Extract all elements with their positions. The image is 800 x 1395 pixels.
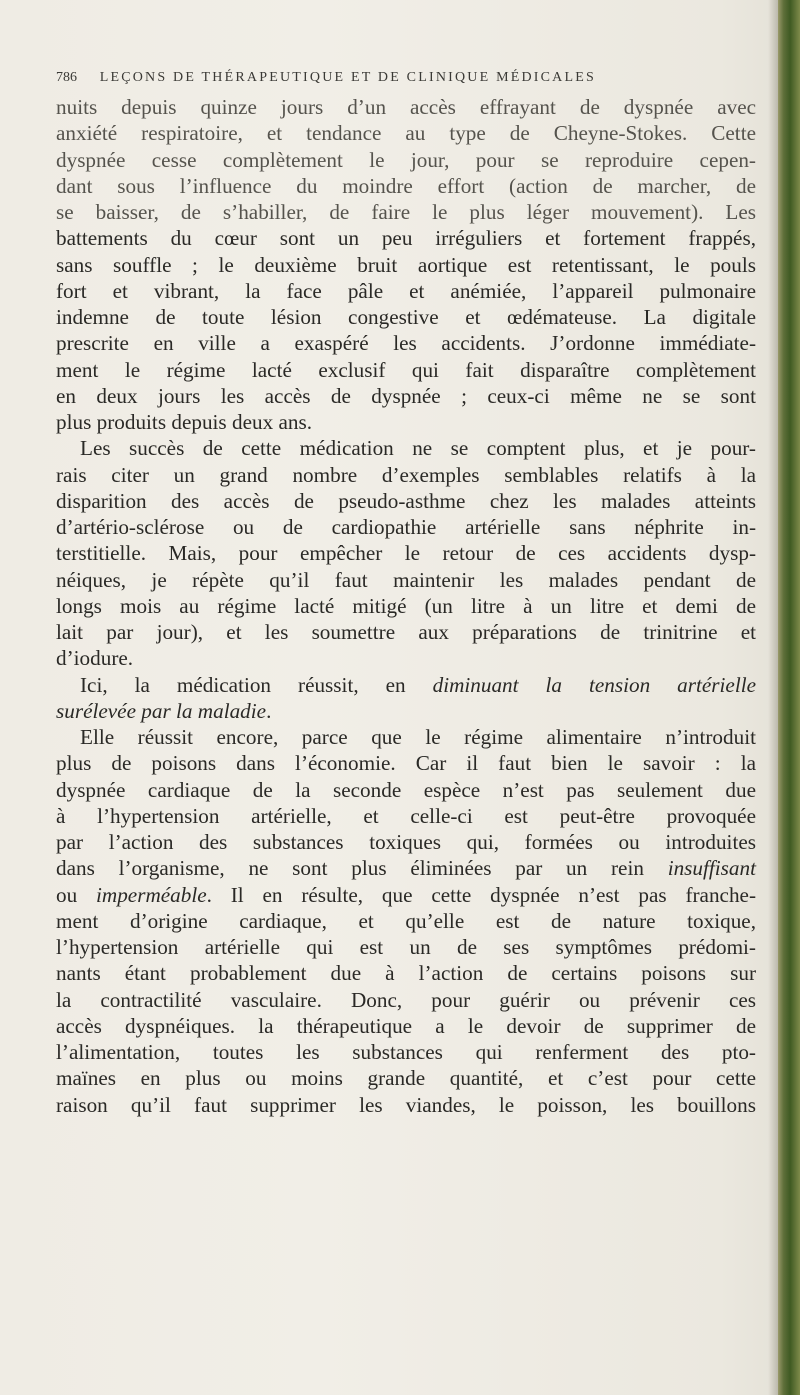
text-line: terstitielle. Mais, pour empêcher le retour de ces accidents dysp- (56, 541, 756, 566)
italic-span: surélevée par la maladie (56, 698, 267, 723)
text-line: accès dyspnéiques. la thérapeutique a le devoir de supprimer de (56, 1013, 756, 1038)
text-line: dyspnée cesse complètement le jour, pour se reproduire cepen- (56, 147, 756, 172)
text-line: nants étant probablement due à l’action de certains poisons sur (56, 961, 756, 986)
text-span: . (266, 698, 272, 723)
text-span: . Il en résulte, que cette dyspnée n’est pas franche- (206, 882, 757, 907)
text-line: disparition des accès de pseudo-asthme chez les malades atteints (56, 488, 756, 513)
text-line: l’alimentation, toutes les substances qui renferment des pto- (56, 1040, 756, 1064)
paragraph-block-1 (56, 94, 756, 672)
text-line (56, 698, 756, 724)
text-line: plus de poisons dans l’économie. Car il faut bien le savoir : la (56, 751, 756, 776)
text-line: longs mois au régime lacté mitigé (un litre à un litre et demi de (56, 593, 756, 618)
italic-span: imperméable (96, 882, 207, 907)
text-line: l’hypertension artérielle qui est un de ses symptômes prédomi- (56, 935, 756, 959)
italic-span: diminuant la tension artérielle (432, 672, 756, 697)
book-binding-edge (778, 0, 800, 1395)
running-head-title: LEÇONS DE THÉRAPEUTIQUE ET DE CLINIQUE MÉDICALES (99, 70, 596, 85)
text-line: indemne de toute lésion congestive et œdémateuse. La digitale (56, 305, 756, 329)
text-line: d’iodure. (56, 646, 134, 671)
text-line: par l’action des substances toxiques qui, formées ou introduites (56, 830, 756, 854)
text-line: à l’hypertension artérielle, et celle-ci est peut-être provoquée (56, 803, 756, 828)
text-line: dant sous l’influence du moindre effort (action de marcher, de (56, 173, 756, 198)
text-line (56, 672, 756, 698)
text-line: lait par jour), et les soumettre aux préparations de trinitrine et (56, 620, 756, 644)
text-line: nuits depuis quinze jours d’un accès effrayant de dyspnée avec (56, 95, 756, 119)
text-line: maïnes en plus ou moins grande quantité, et c’est pour cette (56, 1066, 756, 1091)
paragraph-block-3 (56, 908, 756, 1118)
text-line: néiques, je répète qu’il faut maintenir les malades pendant de (56, 567, 756, 592)
binding-shadow (768, 0, 778, 1395)
text-line: dyspnée cardiaque de la seconde espèce n’est pas seulement due (56, 777, 756, 802)
text-span: ou (56, 882, 78, 907)
paragraph-block-2 (56, 724, 756, 855)
text-line: Les succès de cette médication ne se comptent plus, et je pour- (80, 436, 756, 461)
text-line (56, 855, 756, 881)
page-number: 786 (56, 70, 77, 85)
text-line: la contractilité vasculaire. Donc, pour guérir ou prévenir ces (56, 987, 756, 1012)
text-line: plus produits depuis deux ans. (56, 410, 312, 434)
text-line: anxiété respiratoire, et tendance au type de Cheyne-Stokes. Cette (56, 121, 756, 146)
text-line: Elle réussit encore, parce que le régime alimentaire n’introduit (80, 725, 756, 749)
text-line (56, 882, 756, 908)
running-head (56, 70, 756, 86)
text-span: dans l’organisme, ne sont plus éliminées par un rein (56, 856, 644, 881)
body-text (56, 94, 756, 1118)
text-line: fort et vibrant, la face pâle et anémiée, l’appareil pulmonaire (56, 278, 756, 303)
text-line: raison qu’il faut supprimer les viandes, le poisson, les bouillons (56, 1092, 756, 1117)
text-line: en deux jours les accès de dyspnée ; ceux-ci même ne se sont (56, 383, 756, 408)
text-line: ment d’origine cardiaque, et qu’elle est de nature toxique, (56, 908, 756, 933)
text-line: se baisser, de s’habiller, de faire le plus léger mouvement). Les (56, 200, 756, 224)
text-line: prescrite en ville a exaspéré les accidents. J’ordonne immédiate- (56, 331, 756, 356)
italic-span: insuffisant (667, 856, 756, 881)
text-line: ment le régime lacté exclusif qui fait disparaître complètement (56, 357, 756, 382)
text-line: rais citer un grand nombre d’exemples semblables relatifs à la (56, 462, 756, 487)
text-span: Ici, la médication réussit, en (80, 672, 406, 697)
text-line: sans souffle ; le deuxième bruit aortique est retentissant, le pouls (56, 252, 756, 277)
text-line: d’artério-sclérose ou de cardiopathie artérielle sans néphrite in- (56, 515, 756, 539)
text-line: battements du cœur sont un peu irréguliers et fortement frappés, (56, 226, 756, 251)
